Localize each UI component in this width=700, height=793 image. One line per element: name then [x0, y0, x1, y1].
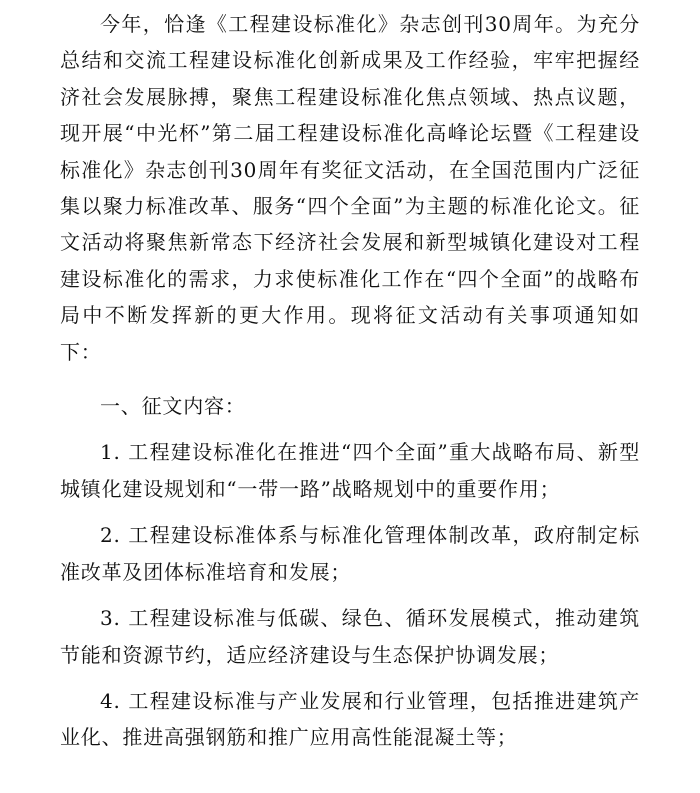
list-item: 4. 工程建设标准与产业发展和行业管理，包括推进建筑产业化、推进高强钢筋和推广应用高性能混凝土等；	[60, 688, 640, 750]
section-heading: 一、征文内容：	[100, 394, 246, 419]
list-item: 1. 工程建设标准化在推进“四个全面”重大战略布局、新型城镇化建设规划和“一带一路”战略规划中的重要作用；	[60, 440, 640, 501]
list-item: 2. 工程建设标准体系与标准化管理体制改革，政府制定标准改革及团体标准培育和发展；	[60, 523, 640, 584]
list-item: 3. 工程建设标准与低碳、绿色、循环发展模式，推动建筑节能和资源节约，适应经济建设与生态保护协调发展；	[60, 606, 640, 667]
intro-paragraph: 今年，恰逢《工程建设标准化》杂志创刊30周年。为充分总结和交流工程建设标准化创新成果及工作经验，牢牢把握经济社会发展脉搏，聚焦工程建设标准化焦点领域、热点议题，现开展“中光杯”第二届工程建设标准化高峰论坛暨《工程建设标准化》杂志创刊30周年有奖征文活动，在全国范围内广泛征集以聚力标准改革、服务“四个全面”为主题的标准化论文。征文活动将聚焦新常态下经济社会发展和新型城镇化建设对工程建设标准化的需求，力求使标准化工作在“四个全面”的战略布局中不断发挥新的更大作用。现将征文活动有关事项通知如下：	[60, 12, 640, 364]
document-page	[60, 6, 640, 766]
